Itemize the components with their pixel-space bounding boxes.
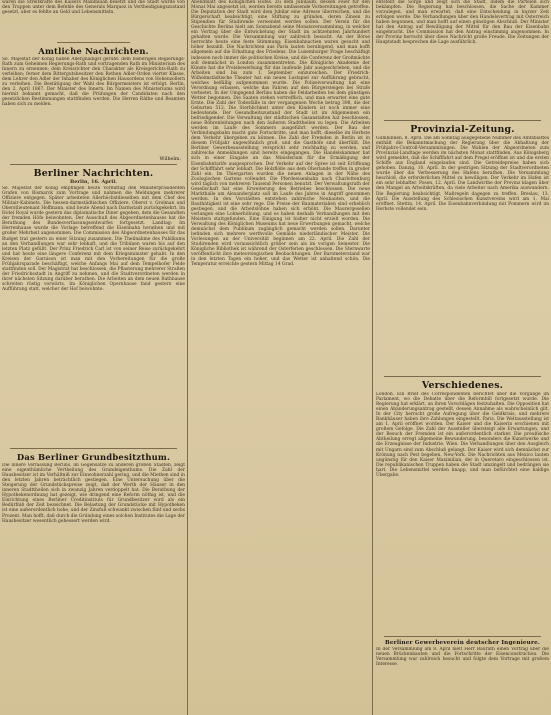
section-body-berliner: Se. Majestät der König empfingen heute Vormittag den Ministerpräsidenten Grafen von Bismarck zum Vortrage und nahmen die Meldungen mehrerer Offiziere entgegen. Später arbeiteten Allerhöchstdieselben mit dem Chef des Militair-Kabinets. Die hessen-darmstädtischen Offiziere, Oberst v. Grolman und Oberstlieutenant Hoffmann, sind heute Abend nach Darmstadt zurückgekehrt. Im Hotel Royal wurde gestern das diplomatische Diner gegeben, dem die Gesandten der fremden Höfe beiwohnten. Der Ausschuß des Abgeordnetenhauses hat die Berathung des Bundesverfassungsentwurfes fortgesetzt. Landtag: Im Herrenhause wurde die Vorlage betreffend die Eisenbahn berathen und mit großer Mehrheit angenommen. Die Commission des Abgeordnetenhauses für das Budget trat gestern zu einer Sitzung zusammen. Die Theilnahme des Publikums an den Verhandlungen war sehr lebhaft, und die Tribünen waren bis auf den letzten Platz gefüllt. Der Prinz Friedrich Carl ist von seiner Reise zurückgekehrt und hat heute eine längere Conferenz mit dem Kriegsminister gehabt. In den Kreisen der Garnison ist man mit den Vorbereitungen für die große Frühjahrsparade beschäftigt, welche Anfangs Mai auf dem Tempelhofer Felde stattfinden soll. Der Magistrat hat beschlossen, die Pflasterung mehrerer Straßen der Friedrichsstadt in Angriff zu nehmen, und die Stadtverordneten werden in ihrer nächsten Sitzung darüber berathen. Die Arbeiten an dem neuen Rathhause schreiten rüstig vorwärts. Im Königlichen Opernhause fand gestern eine Aufführung statt, welcher der Hof beiwohnte. [2, 186, 185, 292]
section-title-gewerbeverein: Berliner Gewerbeverein deutscher Ingenieure. [384, 640, 540, 646]
column-body-top: entstellt die Sorge und zeigt sich die Stadt, indem die Parteien sich bekämpfen. Die Regierung hat beschlossen, die Sache der Kammer vorzulegen, und man erwartet, daß eine Entscheidung in kurzer Zeit erfolgen werde. Die Verhandlungen über den Handelsvertrag mit Österreich haben begonnen, und man hofft auf einen günstigen Abschluß. Der Minister hat den Antrag auf Bewilligung der Mittel für den Bau der Eisenbahn eingebracht. Die Commission hat den Antrag einstimmig angenommen. In der Provinz herrscht über diese Nachricht große Freude. Die Zeitungen der Hauptstadt besprechen die Lage ausführlich. [376, 0, 549, 46]
section-title-amtliche: Amtliche Nachrichten. [38, 46, 149, 56]
section-body-verschiedenes: London. Ein Brief des Correspondenten berichtet über die Vorgänge im Parlament, wo die Debatte über die Reformbill fortgesetzt wurde. Die Regierung hat erklärt, an ihren Vorschlägen festzuhalten. Die Opposition hat einen Abänderungsantrag gestellt, dessen Annahme als wahrscheinlich gilt. In der City herrscht große Aufregung über die Geldkrisis, und mehrere Bankhäuser haben ihre Zahlungen eingestellt. Paris. Die Weltausstellung ist am 1. April eröffnet worden. Der Kaiser und die Kaiserin erschienen mit großem Gefolge. Die Zahl der Aussteller übersteigt alle Erwartungen, und der Besuch der Fremden ist ein außerordentlich starker. Die preußische Abtheilung erregt allgemeine Bewunderung, besonders die Kunstwerke und die Erzeugnisse der Industrie. Wien. Die Verhandlungen über den Ausgleich mit Ungarn sind zum Abschluß gelangt. Der Kaiser wird sich demnächst zur Krönung nach Pest begeben. New-York. Die Nachrichten aus Mexico lauten ungünstig für den Kaiser Maximilian, der in Queretaro eingeschlossen ist. Die republikanischen Truppen haben die Stadt umzingelt und bedrängen sie hart. Die Lebensmittel werden knapp, und man befürchtet eine baldige Übergabe. [376, 392, 549, 478]
signature: Wilhelm. [159, 157, 181, 162]
divider [384, 636, 541, 637]
divider [10, 164, 177, 165]
column-left [2, 0, 185, 715]
divider [384, 376, 541, 377]
divider [10, 448, 177, 449]
column-rule [372, 0, 373, 715]
divider [57, 42, 130, 43]
section-title-verschiedenes: Verschiedenes. [421, 380, 504, 391]
section-body-amtliche: Se. Majestät der König haben Allergnädigst geruht: dem bisherigen Regierungs-Rath zum Geheimen Regierungs-Rath und vortragenden Rath im Ministerium des Innern zu ernennen; dem Kreisrichter den Charakter als Kreisgerichts-Rath zu verleihen; ferner dem Rittergutsbesitzer den Rothen Adler-Orden vierter Klasse, dem Lehrer den Adler der Inhaber des Königlichen Hausordens von Hohenzollern zu verleihen. Die Bestätigung der Wahl des Bürgermeisters ist erfolgt. Berlin, den 2. April 1867. Der Minister des Innern. Im Namen des Ministeriums wird hiermit bekannt gemacht, daß die Prüfungen der Candidaten nach den gesetzlichen Bestimmungen stattfinden werden. Die Herren Räthe und Beamten haben sich zu melden. [2, 57, 185, 108]
section-title-grundbesitz: Das Berliner Grundbesitzthum. [16, 452, 171, 463]
section-body-gewerbeverein: In der Versammlung am 8. April hielt Herr Baurath einen Vortrag über die neuen Brückenbauten und die Fortschritte der Eisenconstruction. Die Versammlung war zahlreich besucht und folgte dem Vortrage mit großem Interesse. [376, 647, 549, 668]
section-title-berliner: Berliner Nachrichten. [33, 168, 154, 179]
section-body-provinzial: Gumbinnen, 8. April. Die am Sonntag ausgegebene Nummer des Amtsblattes enthält die Bekanntmachung der Regierung über die Abhaltung der Frühjahrs-Controll-Versammlungen. Die Wahlen der Abgeordneten zum Provinzial-Landtage werden im nächsten Monat stattfinden. Aus Königsberg wird gemeldet, daß die Schifffahrt auf dem Pregel eröffnet ist und die ersten Schiffe aus England eingelaufen sind. Die Getreidepreise haben sich gehoben. Danzig, 10. April. In der gestrigen Sitzung der Stadtverordneten wurde über die Verbesserung des Hafens berathen. Die Versammlung beschloß, die erforderlichen Mittel zu bewilligen. Der Verkehr im Hafen ist ein sehr lebhafter. Posen, 12. April. Die Landwirthe der Provinz klagen über den Mangel an Arbeitskräften, da viele Arbeiter nach Amerika auswandern. Die Regierung beabsichtigt, Maßregeln dagegen zu treffen. Breslau, 13. April. Die Ausstellung des Schlesischen Kunstvereins wird am 1. Mai eröffnet. Stettin, 14. April. Die Eisenbahnverbindung mit Pommern wird im Herbste vollendet sein. [376, 136, 549, 212]
dateline: Berlin, 16. April. [70, 179, 117, 185]
column-middle [191, 0, 370, 715]
section-title-provinzial: Provinzial-Zeitung. [410, 124, 515, 135]
divider [384, 120, 541, 121]
column-body: Abendblatt des Königlichen Hofes. Zu dem Jubiläum, dessen Feier für den Monat Mai angesetzt ist, werden bereits umfassende Vorbereitungen getroffen. Die Deputation der Stadt wird dem Jubilar eine Adresse überreichen, und die Bürgerschaft beabsichtigt, eine Stiftung zu gründen, deren Zinsen zu Stipendien für Studirende verwendet werden sollen. Der Verein für die Geschichte Berlins hielt am Sonnabend seine Monatsversammlung, in welcher ein Vortrag über die Entwickelung der Stadt im achtzehnten Jahrhundert gehalten wurde. Die Versammlung war zahlreich besucht. An der Börse herrschte heute eine feste Stimmung; Eisenbahnactien waren gesucht und höher bezahlt. Die Nachrichten aus Paris lauten beruhigend, und man hofft allgemein auf die Erhaltung des Friedens. Die Luxemburger Frage beschäftigt indessen noch immer die politischen Kreise, und die Conferenz der Großmächte soll demnächst in London zusammentreten. Die Königliche Akademie der Künste hat die Preisbewerbung für das laufende Jahr ausgeschrieben, und die Arbeiten sind bis zum 1. September einzureichen. Der Friedrich-Wilhelmstädtische Theater hat ein neues Lustspiel zur Aufführung gebracht, welches beifällig aufgenommen wurde. Die Polizeiverwaltung hat eine Verordnung erlassen, welche das Fahren auf den Bürgersteigen bei Strafe verbietet. In der Umgegend Berlins haben die Feldarbeiten bei dem günstigen Wetter begonnen. Die Saaten stehen vortrefflich, und man erwartet eine gute Ernte. Die Zahl der Todesfälle in der vergangenen Woche betrug 398, die der Geburten 512. Die Sterblichkeit unter den Kindern ist noch immer eine bedeutende. Der Gesundheitszustand der Stadt ist im Allgemeinen ein befriedigender. Die Verwaltung der städtischen Gasanstalten hat beschlossen, neue Röhrenleitungen nach den äußeren Stadttheilen zu legen. Die Arbeiten werden im Laufe des Sommers ausgeführt werden. Der Bau der Verbindungsbahn macht gute Fortschritte, und man hofft, dieselbe im Herbste dem Verkehr übergeben zu können. Die Zahl der Fremden in Berlin ist in diesem Frühjahr ungewöhnlich groß, und die Gasthöfe sind überfüllt. Die Berliner Gewerbeausstellung verspricht sehr reichhaltig zu werden, und zahlreiche Anmeldungen sind bereits eingegangen. Die Handelskammer hat sich in einer Eingabe an das Ministerium für die Ermäßigung der Eisenbahntarife ausgesprochen. Der Verkehr auf der Spree ist seit Eröffnung der Schifffahrt sehr lebhaft. Die Holzflöße aus dem Oberlande treffen in großer Zahl ein. Im Thiergarten wurden die neuen Anlagen in der Nähe des Zoologischen Gartens vollendet. Die Pferdeeisenbahn nach Charlottenburg wird täglich von mehreren Tausend Personen benutzt. Der Verwaltungsrath der Gesellschaft hat eine Erweiterung des Betriebes beschlossen. Die neue Markthalle am Alexanderplatz soll im Laufe des Jahres in Angriff genommen werden. In den Vorstädten entstehen zahlreiche Neubauten, und die Bauthätigkeit ist eine sehr rege. Die Preise der Baumaterialien sind erheblich gestiegen, und die Arbeitslöhne haben sich erhöht. Die Maurergesellen verlangen eine Lohnerhöhung, und es haben deshalb Verhandlungen mit den Meistern stattgefunden. Eine Einigung ist bisher nicht erzielt worden. Die Verwaltung des Königlichen Museums hat neue Erwerbungen gemacht, welche demnächst dem Publikum zugänglich gemacht werden sollen. Darunter befinden sich mehrere werthvolle Gemälde niederländischer Meister. Die Vorlesungen an der Universität beginnen am 22. April. Die Zahl der Studirenden wird voraussichtlich größer sein als im vorigen Semester. Die Königliche Bibliothek ist während der Osterferien geschlossen. Die Sternwarte veröffentlicht ihre meteorologischen Beobachtungen. Der Barometerstand war in den letzten Tagen ein hoher, und das Wetter ist anhaltend schön. Die Temperatur erreichte gestern Mittag 14 Grad. [191, 0, 370, 268]
column-right [376, 0, 549, 715]
section-body-grundbesitz: Die innere Verfassung Berlins, im Gegensatze zu anderen großen Städten, zeigt eine eigenthümliche Vertheilung des Grundeigenthums. Die Zahl der Hausbesitzer ist im Verhältniß zur Einwohnerzahl gering, und die Miethen sind in den letzten Jahren beträchtlich gestiegen. Eine Untersuchung über die Steigerung der Grundstückspreise zeigt, daß der Werth der Häuser in den inneren Stadttheilen sich in zwanzig Jahren verdoppelt hat. Die Berathung der Hypothekenordnung hat gezeigt, wie dringend eine Reform nöthig ist, und die Einrichtung eines Berliner Creditinstituts für Grundbesitzer wird als ein Bedürfniß der Zeit bezeichnet. Die Belastung der Grundstücke mit Hypotheken ist eine außerordentlich hohe, und der Zinsfuß schwankt zwischen fünf und sechs Prozent. Man hofft, daß durch die Gründung eines solchen Institutes die Lage der Hausbesitzer wesentlich gebessert werden wird. [2, 463, 185, 524]
lead-paragraph: waren die Streitkräfte des Kaisers Maximilian besetzt und die Stadt wurde von den Truppen unter dem Befehle des Generals Marquez in Vertheidigungszustand gesetzt, aber es fehlte an Geld und Lebensmitteln. [2, 0, 185, 16]
column-rule [187, 0, 188, 715]
